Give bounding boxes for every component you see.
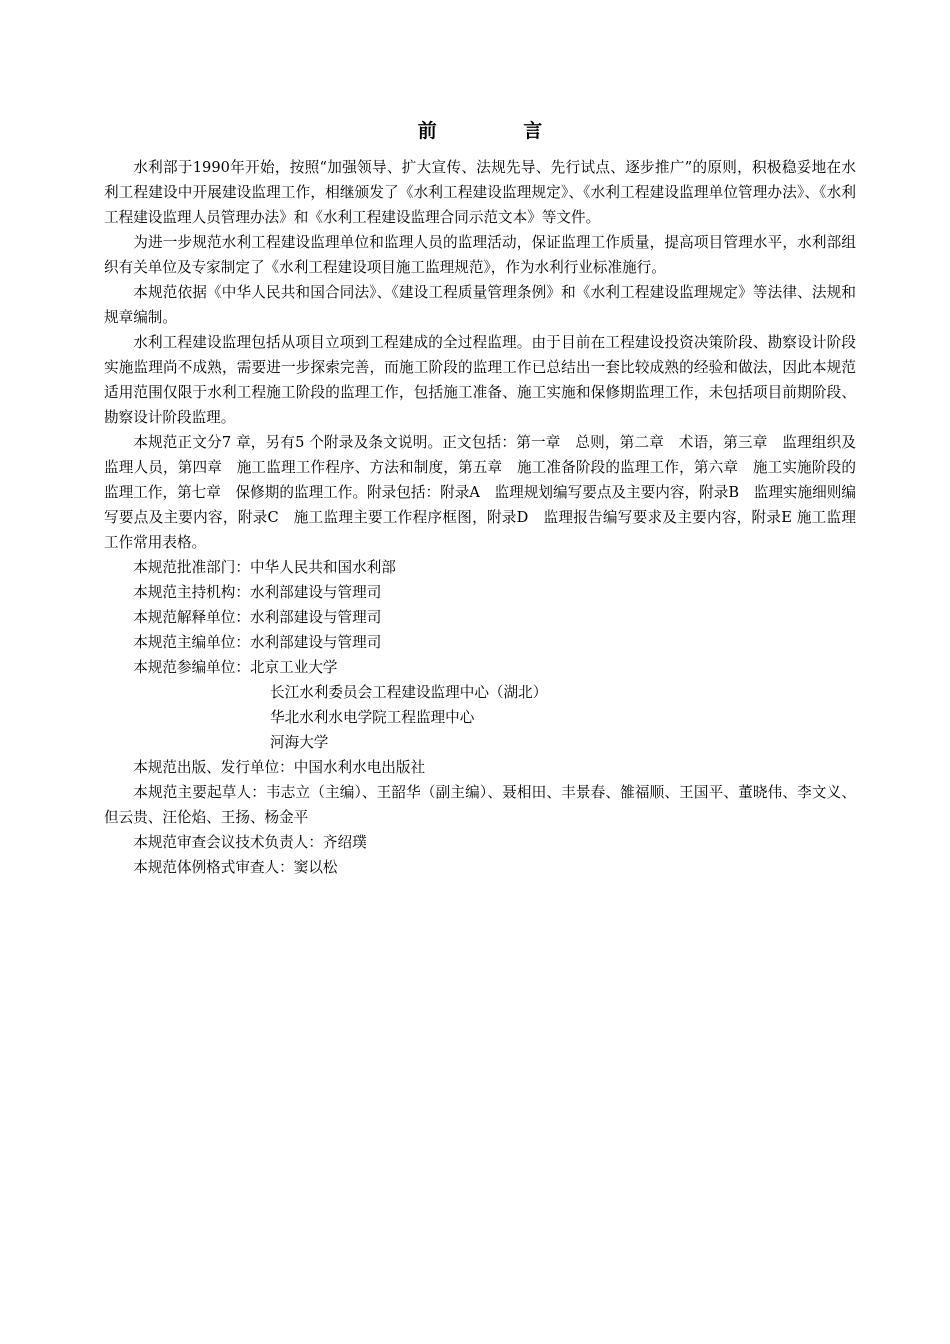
interpreter-line: 本规范解释单位：水利部建设与管理司 xyxy=(133,609,382,626)
paragraph-basis: 本规范依据《中华人民共和国合同法》、《建设工程质量管理条例》和《水利工程建设监理规定》等法律、法规和规章编制。 xyxy=(104,284,856,326)
co-editor-item: 华北水利水电学院工程监理中心 xyxy=(270,709,475,726)
paragraph-intro: 水利部于1990年开始，按照“加强领导、扩大宣传、法规先导、先行试点、逐步推广”的原则，积极稳妥地在水利工程建设中开展建设监理工作，相继颁发了《水利工程建设监理规定》、《水利工程建设监理单位管理办法》、《水利工程建设监理人员管理办法》和《水利工程建设监理合同示范文本》等文件。 xyxy=(104,159,856,226)
chief-editor-line: 本规范主编单位：水利部建设与管理司 xyxy=(133,634,382,651)
co-editor-item: 长江水利委员会工程建设监理中心（湖北） xyxy=(270,684,548,701)
format-reviewer-line: 本规范体例格式审查人：窦以松 xyxy=(133,859,338,876)
page-title: 前 言 xyxy=(417,120,583,142)
review-lead-line: 本规范审查会议技术负责人：齐绍璞 xyxy=(133,834,367,851)
approver-line: 本规范批准部门：中华人民共和国水利部 xyxy=(133,559,396,576)
co-editor-item: 河海大学 xyxy=(270,734,329,751)
host-line: 本规范主持机构：水利部建设与管理司 xyxy=(133,584,382,601)
publisher-line: 本规范出版、发行单位：中国水利水电出版社 xyxy=(133,759,426,776)
drafters-paragraph: 本规范主要起草人：韦志立（主编）、王韶华（副主编）、聂相田、丰景春、雒福顺、王国平、董晓伟、李文义、但云贵、汪伦焰、王扬、杨金平 xyxy=(104,784,856,826)
paragraph-scope: 水利工程建设监理包括从项目立项到工程建成的全过程监理。由于目前在工程建设投资决策阶段、勘察设计阶段实施监理尚不成熟，需要进一步探索完善，而施工阶段的监理工作已总结出一套比较成熟的经验和做法，因此本规范适用范围仅限于水利工程施工阶段的监理工作，包括施工准备、施工实施和保修期监理工作，未包括项目前期阶段、勘察设计阶段监理。 xyxy=(104,334,856,426)
paragraph-purpose: 为进一步规范水利工程建设监理单位和监理人员的监理活动，保证监理工作质量，提高项目管理水平，水利部组织有关单位及专家制定了《水利工程建设项目施工监理规范》，作为水利行业标准施行。 xyxy=(104,234,856,276)
document-page xyxy=(104,0,856,880)
paragraph-structure: 本规范正文分7 章，另有5 个附录及条文说明。正文包括：第一章 总则，第二章 术语，第三章 监理组织及监理人员，第四章 施工监理工作程序、方法和制度，第五章 施工准备阶段的监理工作，第六章 施工实施阶段的监理工作，第七章 保修期的监理工作。附录包括：附录A 监理规划编写要点及主要内容，附录B 监理实施细则编写要点及主要内容，附录C 施工监理主要工作程序框图，附录D 监理报告编写要求及主要内容，附录E 施工监理工作常用表格。 xyxy=(104,434,856,551)
co-editor-line: 本规范参编单位：北京工业大学 xyxy=(133,659,338,676)
